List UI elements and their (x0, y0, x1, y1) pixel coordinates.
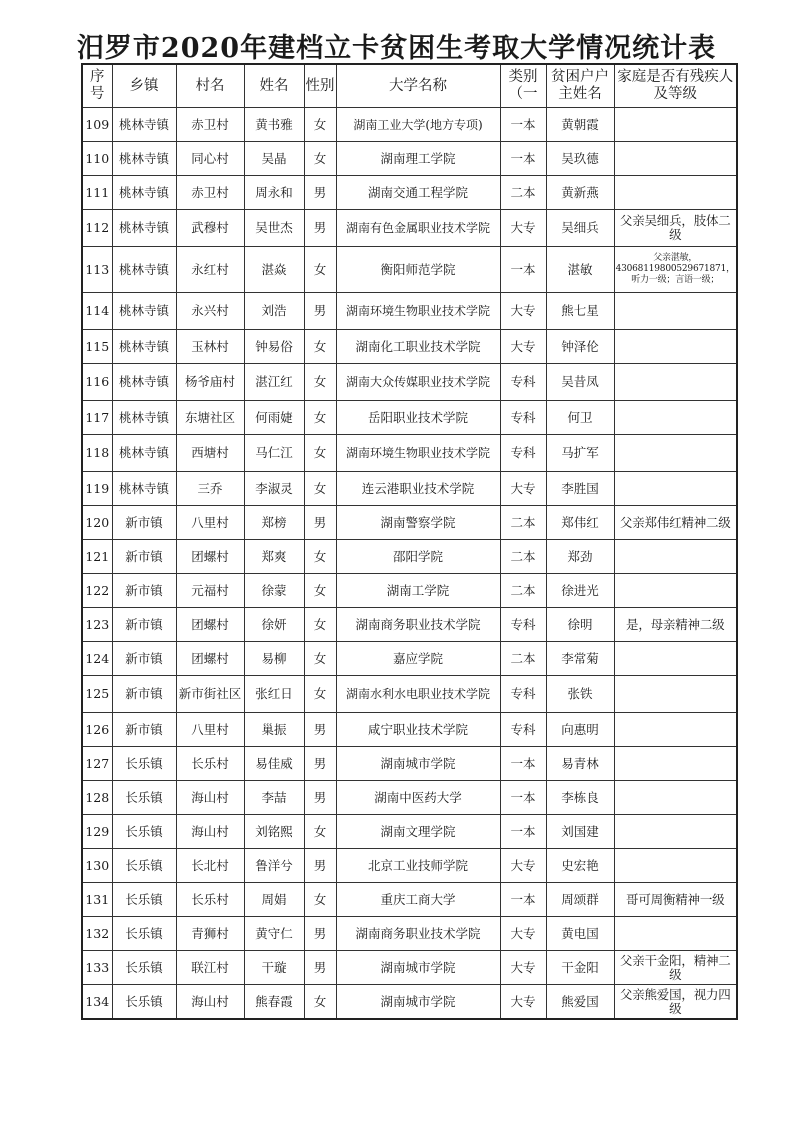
cell-householder: 马扩军 (546, 435, 614, 472)
cell-village: 八里村 (176, 506, 244, 540)
cell-name: 张红日 (244, 676, 304, 713)
cell-school: 湖南工业大学(地方专项) (336, 108, 500, 142)
cell-gender: 女 (304, 608, 336, 642)
header-name: 姓名 (244, 64, 304, 108)
table-row (82, 883, 737, 917)
cell-name: 巢振 (244, 713, 304, 747)
table-row (82, 917, 737, 951)
cell-name: 吴晶 (244, 142, 304, 176)
cell-gender: 女 (304, 815, 336, 849)
cell-town: 长乐镇 (112, 849, 176, 883)
cell-no: 123 (82, 608, 112, 642)
cell-category: 大专 (500, 210, 546, 247)
cell-disability (614, 642, 737, 676)
cell-disability (614, 435, 737, 472)
cell-name: 熊春霞 (244, 985, 304, 1020)
cell-householder: 李胜国 (546, 472, 614, 506)
table-header-row (82, 64, 737, 108)
cell-category: 一本 (500, 815, 546, 849)
cell-town: 桃林寺镇 (112, 401, 176, 435)
cell-no: 120 (82, 506, 112, 540)
cell-name: 钟易俗 (244, 330, 304, 364)
cell-gender: 男 (304, 176, 336, 210)
cell-category: 二本 (500, 176, 546, 210)
cell-category: 专科 (500, 608, 546, 642)
cell-name: 易佳威 (244, 747, 304, 781)
cell-no: 132 (82, 917, 112, 951)
cell-town: 长乐镇 (112, 917, 176, 951)
cell-town: 新市镇 (112, 540, 176, 574)
cell-disability (614, 142, 737, 176)
cell-school: 湖南环境生物职业技术学院 (336, 293, 500, 330)
cell-category: 一本 (500, 883, 546, 917)
cell-gender: 女 (304, 330, 336, 364)
cell-disability (614, 574, 737, 608)
cell-gender: 女 (304, 676, 336, 713)
cell-name: 黄书雅 (244, 108, 304, 142)
cell-school: 湖南中医药大学 (336, 781, 500, 815)
cell-no: 110 (82, 142, 112, 176)
cell-householder: 向惠明 (546, 713, 614, 747)
cell-no: 114 (82, 293, 112, 330)
cell-name: 干璇 (244, 951, 304, 985)
cell-town: 桃林寺镇 (112, 108, 176, 142)
cell-no: 131 (82, 883, 112, 917)
cell-no: 121 (82, 540, 112, 574)
cell-name: 鲁洋兮 (244, 849, 304, 883)
cell-householder: 史宏艳 (546, 849, 614, 883)
cell-category: 大专 (500, 917, 546, 951)
cell-town: 新市镇 (112, 642, 176, 676)
cell-no: 124 (82, 642, 112, 676)
cell-disability (614, 917, 737, 951)
cell-gender: 男 (304, 210, 336, 247)
cell-householder: 黄朝霞 (546, 108, 614, 142)
cell-town: 长乐镇 (112, 747, 176, 781)
cell-town: 桃林寺镇 (112, 210, 176, 247)
cell-school: 湖南文理学院 (336, 815, 500, 849)
table-row (82, 330, 737, 364)
header-householder: 贫困户户主姓名 (546, 64, 614, 108)
cell-householder: 徐明 (546, 608, 614, 642)
cell-village: 长北村 (176, 849, 244, 883)
cell-name: 郑榜 (244, 506, 304, 540)
cell-school: 衡阳师范学院 (336, 247, 500, 293)
cell-town: 桃林寺镇 (112, 176, 176, 210)
cell-school: 邵阳学院 (336, 540, 500, 574)
cell-householder: 吴细兵 (546, 210, 614, 247)
cell-householder: 吴玖德 (546, 142, 614, 176)
table-row (82, 142, 737, 176)
cell-school: 北京工业技师学院 (336, 849, 500, 883)
cell-gender: 男 (304, 917, 336, 951)
table-row (82, 293, 737, 330)
cell-name: 马仁江 (244, 435, 304, 472)
cell-householder: 黄新燕 (546, 176, 614, 210)
cell-village: 永红村 (176, 247, 244, 293)
cell-category: 一本 (500, 108, 546, 142)
cell-gender: 女 (304, 142, 336, 176)
cell-town: 桃林寺镇 (112, 435, 176, 472)
cell-category: 大专 (500, 472, 546, 506)
cell-town: 长乐镇 (112, 883, 176, 917)
table-row (82, 713, 737, 747)
cell-category: 大专 (500, 293, 546, 330)
cell-town: 长乐镇 (112, 815, 176, 849)
cell-school: 湖南工学院 (336, 574, 500, 608)
cell-no: 133 (82, 951, 112, 985)
cell-disability: 哥可周衡精神一级 (614, 883, 737, 917)
cell-village: 东塘社区 (176, 401, 244, 435)
header-gender: 性别 (304, 64, 336, 108)
cell-disability (614, 815, 737, 849)
cell-name: 湛江红 (244, 364, 304, 401)
table-row (82, 176, 737, 210)
cell-householder: 郑劲 (546, 540, 614, 574)
cell-village: 长乐村 (176, 747, 244, 781)
cell-name: 黄守仁 (244, 917, 304, 951)
table-row (82, 108, 737, 142)
cell-householder: 徐进光 (546, 574, 614, 608)
cell-no: 128 (82, 781, 112, 815)
cell-no: 115 (82, 330, 112, 364)
table-row (82, 506, 737, 540)
cell-disability: 父亲干金阳，精神二级 (614, 951, 737, 985)
table-row (82, 815, 737, 849)
cell-disability (614, 540, 737, 574)
cell-no: 118 (82, 435, 112, 472)
cell-town: 长乐镇 (112, 781, 176, 815)
cell-town: 长乐镇 (112, 985, 176, 1020)
cell-category: 二本 (500, 540, 546, 574)
table-row (82, 247, 737, 293)
cell-town: 桃林寺镇 (112, 293, 176, 330)
cell-school: 湖南城市学院 (336, 747, 500, 781)
cell-no: 111 (82, 176, 112, 210)
cell-category: 二本 (500, 642, 546, 676)
cell-name: 徐妍 (244, 608, 304, 642)
cell-gender: 女 (304, 540, 336, 574)
cell-school: 湖南大众传媒职业技术学院 (336, 364, 500, 401)
cell-householder: 郑伟红 (546, 506, 614, 540)
table-row (82, 435, 737, 472)
cell-category: 专科 (500, 401, 546, 435)
cell-village: 团螺村 (176, 540, 244, 574)
cell-name: 刘浩 (244, 293, 304, 330)
cell-village: 青狮村 (176, 917, 244, 951)
cell-gender: 男 (304, 713, 336, 747)
cell-gender: 男 (304, 506, 336, 540)
cell-disability: 父亲郑伟红精神二级 (614, 506, 737, 540)
cell-no: 113 (82, 247, 112, 293)
cell-householder: 张铁 (546, 676, 614, 713)
cell-village: 海山村 (176, 781, 244, 815)
cell-town: 桃林寺镇 (112, 142, 176, 176)
cell-name: 周娟 (244, 883, 304, 917)
cell-school: 湖南城市学院 (336, 985, 500, 1020)
table-row (82, 747, 737, 781)
cell-gender: 男 (304, 293, 336, 330)
cell-gender: 女 (304, 472, 336, 506)
cell-no: 122 (82, 574, 112, 608)
cell-no: 126 (82, 713, 112, 747)
cell-no: 117 (82, 401, 112, 435)
cell-village: 杨爷庙村 (176, 364, 244, 401)
cell-town: 长乐镇 (112, 951, 176, 985)
cell-category: 一本 (500, 247, 546, 293)
cell-disability (614, 713, 737, 747)
cell-gender: 女 (304, 883, 336, 917)
cell-village: 赤卫村 (176, 108, 244, 142)
cell-householder: 刘国建 (546, 815, 614, 849)
cell-school: 湖南理工学院 (336, 142, 500, 176)
cell-gender: 男 (304, 951, 336, 985)
statistics-table (81, 63, 738, 1020)
cell-no: 112 (82, 210, 112, 247)
cell-disability (614, 781, 737, 815)
cell-no: 127 (82, 747, 112, 781)
cell-name: 湛焱 (244, 247, 304, 293)
cell-gender: 女 (304, 574, 336, 608)
cell-disability (614, 849, 737, 883)
cell-name: 吴世杰 (244, 210, 304, 247)
cell-category: 大专 (500, 985, 546, 1020)
cell-category: 专科 (500, 364, 546, 401)
table-row (82, 401, 737, 435)
cell-village: 玉林村 (176, 330, 244, 364)
cell-name: 徐蒙 (244, 574, 304, 608)
cell-disability (614, 364, 737, 401)
cell-householder: 吴昔凤 (546, 364, 614, 401)
cell-village: 新市街社区 (176, 676, 244, 713)
cell-town: 新市镇 (112, 506, 176, 540)
cell-village: 永兴村 (176, 293, 244, 330)
cell-school: 湖南警察学院 (336, 506, 500, 540)
cell-school: 嘉应学院 (336, 642, 500, 676)
cell-no: 134 (82, 985, 112, 1020)
cell-disability: 是，母亲精神二级 (614, 608, 737, 642)
cell-category: 大专 (500, 849, 546, 883)
cell-gender: 男 (304, 781, 336, 815)
cell-school: 湖南水利水电职业技术学院 (336, 676, 500, 713)
header-school: 大学名称 (336, 64, 500, 108)
cell-school: 岳阳职业技术学院 (336, 401, 500, 435)
cell-no: 119 (82, 472, 112, 506)
cell-householder: 李常菊 (546, 642, 614, 676)
cell-name: 何雨婕 (244, 401, 304, 435)
table-row (82, 540, 737, 574)
cell-disability (614, 176, 737, 210)
cell-no: 129 (82, 815, 112, 849)
cell-village: 海山村 (176, 985, 244, 1020)
cell-village: 西塘村 (176, 435, 244, 472)
cell-category: 二本 (500, 574, 546, 608)
cell-category: 一本 (500, 142, 546, 176)
cell-disability: 父亲熊爱国，视力四级 (614, 985, 737, 1020)
cell-village: 海山村 (176, 815, 244, 849)
table-body (82, 108, 737, 1020)
cell-town: 桃林寺镇 (112, 472, 176, 506)
cell-householder: 何卫 (546, 401, 614, 435)
cell-gender: 男 (304, 849, 336, 883)
table-row (82, 364, 737, 401)
cell-householder: 熊七星 (546, 293, 614, 330)
cell-town: 桃林寺镇 (112, 247, 176, 293)
cell-disability (614, 747, 737, 781)
cell-gender: 女 (304, 985, 336, 1020)
cell-category: 一本 (500, 747, 546, 781)
cell-householder: 易青林 (546, 747, 614, 781)
cell-name: 周永和 (244, 176, 304, 210)
cell-disability (614, 676, 737, 713)
cell-school: 湖南商务职业技术学院 (336, 917, 500, 951)
cell-disability (614, 472, 737, 506)
cell-category: 专科 (500, 713, 546, 747)
cell-no: 130 (82, 849, 112, 883)
cell-village: 赤卫村 (176, 176, 244, 210)
table-row (82, 676, 737, 713)
cell-category: 一本 (500, 781, 546, 815)
cell-category: 二本 (500, 506, 546, 540)
cell-disability: 父亲湛敏，430681198005296718​71，听力一级；言语一级； (614, 247, 737, 293)
table-row (82, 210, 737, 247)
cell-village: 三乔 (176, 472, 244, 506)
cell-householder: 湛敏 (546, 247, 614, 293)
cell-gender: 女 (304, 247, 336, 293)
cell-school: 湖南有色金属职业技术学院 (336, 210, 500, 247)
cell-householder: 李栋良 (546, 781, 614, 815)
cell-householder: 干金阳 (546, 951, 614, 985)
cell-village: 武穆村 (176, 210, 244, 247)
cell-disability (614, 401, 737, 435)
cell-name: 易柳 (244, 642, 304, 676)
cell-village: 元福村 (176, 574, 244, 608)
cell-category: 大专 (500, 330, 546, 364)
cell-name: 李淑灵 (244, 472, 304, 506)
cell-category: 专科 (500, 435, 546, 472)
cell-school: 湖南环境生物职业技术学院 (336, 435, 500, 472)
table-row (82, 849, 737, 883)
cell-school: 重庆工商大学 (336, 883, 500, 917)
cell-gender: 女 (304, 642, 336, 676)
table-row (82, 574, 737, 608)
cell-village: 联江村 (176, 951, 244, 985)
cell-village: 八里村 (176, 713, 244, 747)
cell-name: 郑爽 (244, 540, 304, 574)
cell-town: 桃林寺镇 (112, 330, 176, 364)
cell-householder: 周颂群 (546, 883, 614, 917)
table-row (82, 951, 737, 985)
header-village: 村名 (176, 64, 244, 108)
cell-school: 连云港职业技术学院 (336, 472, 500, 506)
cell-category: 大专 (500, 951, 546, 985)
cell-name: 李喆 (244, 781, 304, 815)
cell-disability (614, 108, 737, 142)
cell-town: 桃林寺镇 (112, 364, 176, 401)
cell-town: 新市镇 (112, 676, 176, 713)
table-row (82, 642, 737, 676)
cell-village: 团螺村 (176, 608, 244, 642)
cell-householder: 黄电国 (546, 917, 614, 951)
cell-gender: 女 (304, 364, 336, 401)
cell-town: 新市镇 (112, 713, 176, 747)
header-town: 乡镇 (112, 64, 176, 108)
header-disability: 家庭是否有残疾人及等级 (614, 64, 737, 108)
cell-school: 湖南交通工程学院 (336, 176, 500, 210)
cell-disability (614, 330, 737, 364)
cell-gender: 女 (304, 401, 336, 435)
cell-school: 湖南商务职业技术学院 (336, 608, 500, 642)
cell-town: 新市镇 (112, 608, 176, 642)
page-title: 汨罗市2020年建档立卡贫困生考取大学情况统计表 (76, 33, 717, 64)
cell-no: 109 (82, 108, 112, 142)
table-row (82, 985, 737, 1020)
table-row (82, 472, 737, 506)
cell-school: 湖南化工职业技术学院 (336, 330, 500, 364)
cell-category: 专科 (500, 676, 546, 713)
cell-gender: 女 (304, 435, 336, 472)
cell-name: 刘铭熙 (244, 815, 304, 849)
cell-householder: 钟泽伦 (546, 330, 614, 364)
header-category: 类别（一 (500, 64, 546, 108)
cell-village: 同心村 (176, 142, 244, 176)
cell-householder: 熊爱国 (546, 985, 614, 1020)
header-no: 序号 (82, 64, 112, 108)
table-row (82, 781, 737, 815)
cell-gender: 女 (304, 108, 336, 142)
cell-gender: 男 (304, 747, 336, 781)
cell-village: 长乐村 (176, 883, 244, 917)
cell-village: 团螺村 (176, 642, 244, 676)
table-row (82, 608, 737, 642)
cell-no: 116 (82, 364, 112, 401)
cell-town: 新市镇 (112, 574, 176, 608)
cell-school: 湖南城市学院 (336, 951, 500, 985)
cell-disability (614, 293, 737, 330)
cell-disability: 父亲吴细兵，肢体二级 (614, 210, 737, 247)
cell-no: 125 (82, 676, 112, 713)
cell-school: 咸宁职业技术学院 (336, 713, 500, 747)
